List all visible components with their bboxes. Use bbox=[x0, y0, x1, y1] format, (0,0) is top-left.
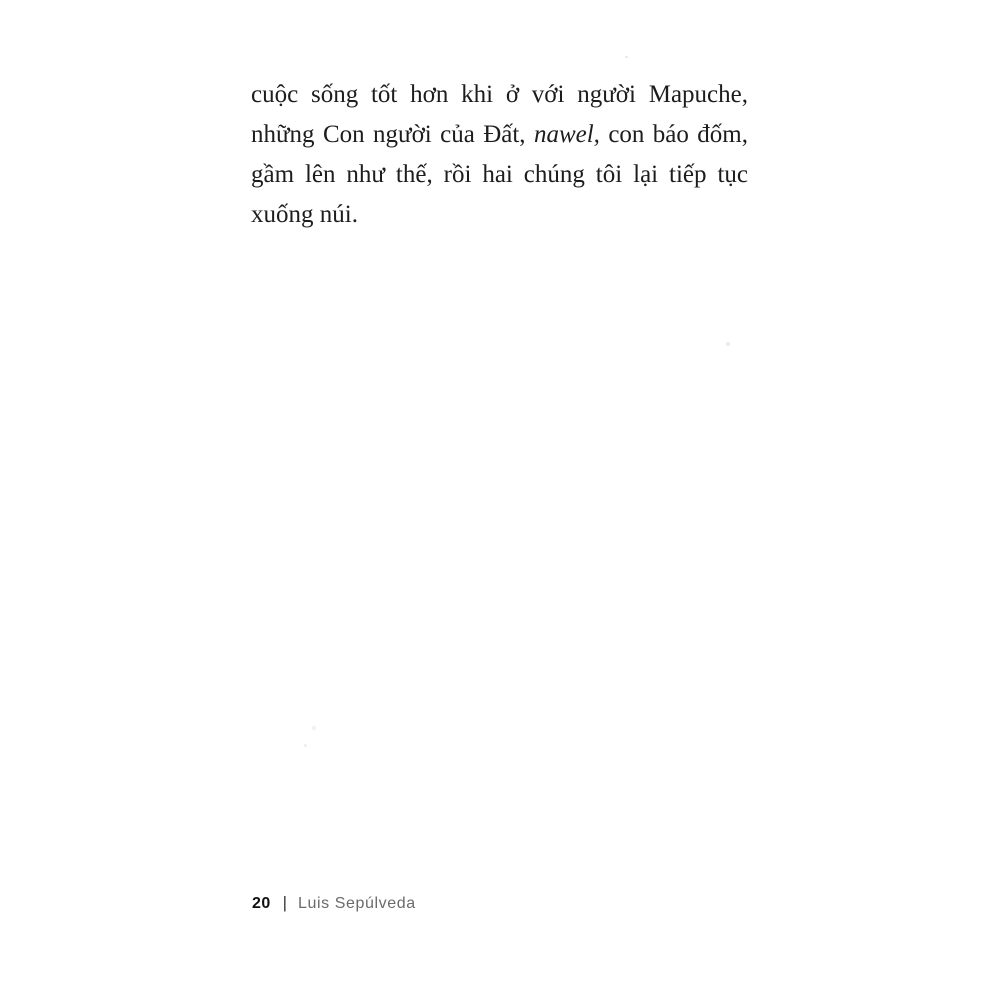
text-line-2-post: con báo đốm, bbox=[599, 121, 748, 148]
footer-separator: | bbox=[282, 894, 287, 913]
italic-term: nawel, bbox=[533, 121, 600, 148]
scan-artifact bbox=[304, 744, 307, 747]
page-number: 20 bbox=[252, 895, 271, 912]
text-line-2-pre: những Con người của Đất, bbox=[251, 121, 534, 148]
text-line-2 bbox=[251, 115, 748, 155]
page-footer bbox=[252, 894, 416, 914]
body-paragraph bbox=[251, 75, 748, 235]
scan-artifact bbox=[625, 56, 628, 58]
scan-artifact bbox=[726, 342, 730, 346]
scan-artifact bbox=[312, 726, 316, 730]
text-line-4: xuống núi. bbox=[251, 201, 358, 228]
text-line-3: gầm lên như thế, rồi hai chúng tôi lại tiếp tục bbox=[251, 161, 748, 188]
author-name: Luis Sepúlveda bbox=[297, 895, 416, 912]
text-line-1: cuộc sống tốt hơn khi ở với người Mapuche, bbox=[251, 81, 748, 108]
